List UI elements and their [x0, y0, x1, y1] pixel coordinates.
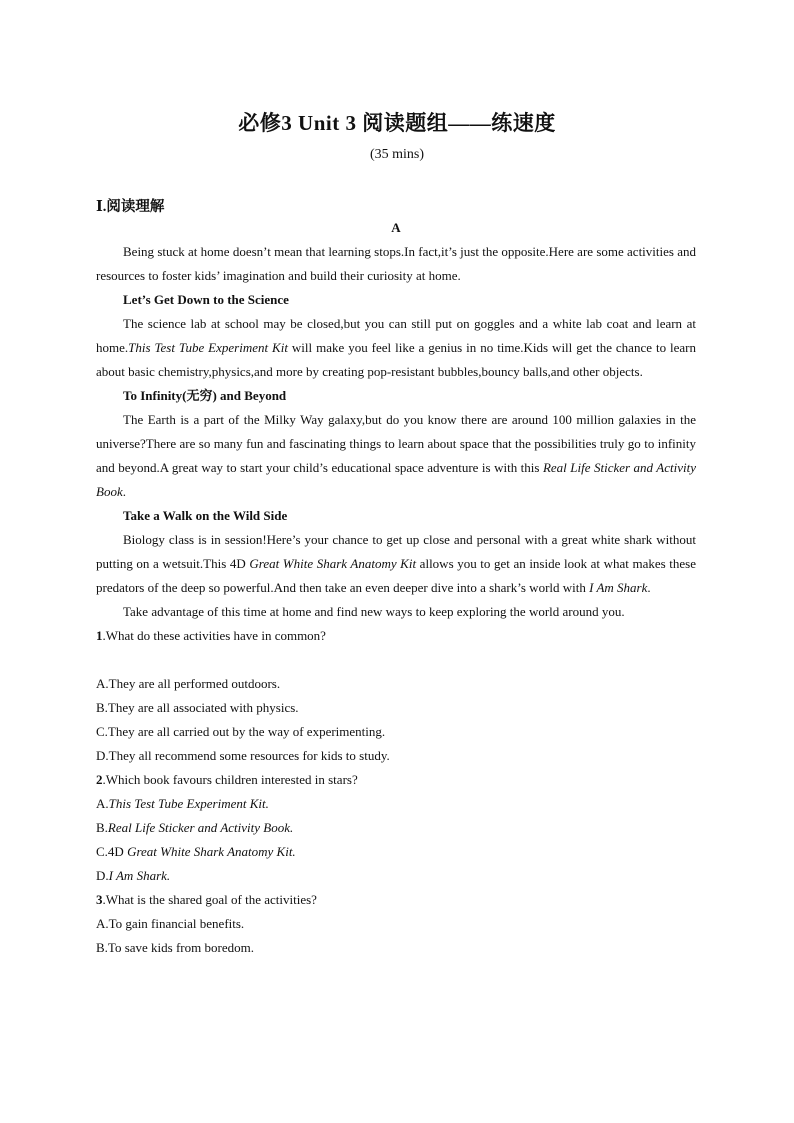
question-number: 2: [96, 772, 103, 787]
question-3: [96, 888, 696, 912]
text-run: will make you feel like a genius in no time.Kids will get the chance to learn about basic chemistry,physics,and more by creating pop-resistant bubbles,bouncy balls,and other objects.: [96, 340, 697, 379]
option-text: This Test Tube Experiment Kit.: [108, 796, 269, 811]
section-label: Ⅰ.阅读理解: [96, 199, 165, 215]
q1-option-c: C.They are all carried out by the way of experimenting.: [96, 724, 386, 739]
paragraph-infinity: [96, 408, 696, 504]
intro-paragraph: Being stuck at home doesn’t mean that learning stops.In fact,it’s just the opposite.Here are some activities and resources to foster kids’ imagination and build their curiosity at home.: [96, 244, 696, 283]
q1-option-d: D.They all recommend some resources for kids to study.: [96, 748, 390, 763]
option-text: I Am Shark.: [108, 868, 171, 883]
option-prefix: B.: [96, 820, 108, 835]
text-run: The Earth is a part of the Milky Way galaxy,but do you know there are around 100 million galaxies in the universe?There are so many fun and fascinating things to learn about space that the possibilities truly go to infinity and beyond.A great way to start your child’s educational space adventure is with this: [96, 412, 696, 475]
book-title: This Test Tube Experiment Kit: [128, 340, 288, 355]
heading-infinity: To Infinity(无穷) and Beyond: [123, 388, 287, 403]
q3-option-b: B.To save kids from boredom.: [96, 940, 254, 955]
text-run: The science lab at school may be closed,but you can still put on goggles and a white lab coat and learn at home.: [96, 316, 696, 355]
question-text: .What do these activities have in common?: [102, 628, 326, 643]
q2-option-b: [96, 816, 696, 840]
passage-label: A: [391, 220, 401, 235]
question-1: [96, 624, 696, 648]
question-number: 1: [96, 628, 103, 643]
question-text: .Which book favours children interested in stars?: [102, 772, 358, 787]
option-text: Great White Shark Anatomy Kit.: [127, 844, 296, 859]
option-prefix: D.: [96, 868, 109, 883]
book-title: Great White Shark Anatomy Kit: [249, 556, 417, 571]
option-prefix: A.: [96, 796, 109, 811]
paragraph-wild-side: [96, 528, 696, 600]
page-title: 必修3 Unit 3 阅读题组——练速度: [238, 111, 556, 135]
book-title: I Am Shark: [589, 580, 648, 595]
q2-option-c: [96, 840, 696, 864]
q1-option-a: A.They are all performed outdoors.: [96, 676, 281, 691]
text-run: .: [122, 484, 126, 499]
option-text: Real Life Sticker and Activity Book.: [107, 820, 294, 835]
text-run: Biology class is in session!Here’s your chance to get up close and personal with a great white shark without putting on a wetsuit.This 4D: [96, 532, 696, 571]
spacer: [96, 648, 696, 672]
text-run: .: [647, 580, 651, 595]
question-number: 3: [96, 892, 103, 907]
question-text: .What is the shared goal of the activities?: [102, 892, 317, 907]
question-2: [96, 768, 696, 792]
text-run: allows you to get an inside look at what makes these predators of the deep so powerful.And then take an even deeper dive into a shark’s world with: [96, 556, 696, 595]
heading-wild-side: Take a Walk on the Wild Side: [123, 508, 288, 523]
reading-content: [96, 216, 696, 960]
q2-option-d: [96, 864, 696, 888]
paragraph-science: [96, 312, 696, 384]
book-title: Real Life Sticker and Activity Book: [96, 460, 696, 499]
closing-paragraph: Take advantage of this time at home and find new ways to keep exploring the world around you.: [123, 604, 625, 619]
q1-option-b: B.They are all associated with physics.: [96, 700, 299, 715]
page-subtitle: (35 mins): [369, 147, 425, 162]
q3-option-a: A.To gain financial benefits.: [96, 916, 245, 931]
heading-science: Let’s Get Down to the Science: [123, 292, 289, 307]
option-prefix: C.4D: [96, 844, 128, 859]
q2-option-a: [96, 792, 696, 816]
